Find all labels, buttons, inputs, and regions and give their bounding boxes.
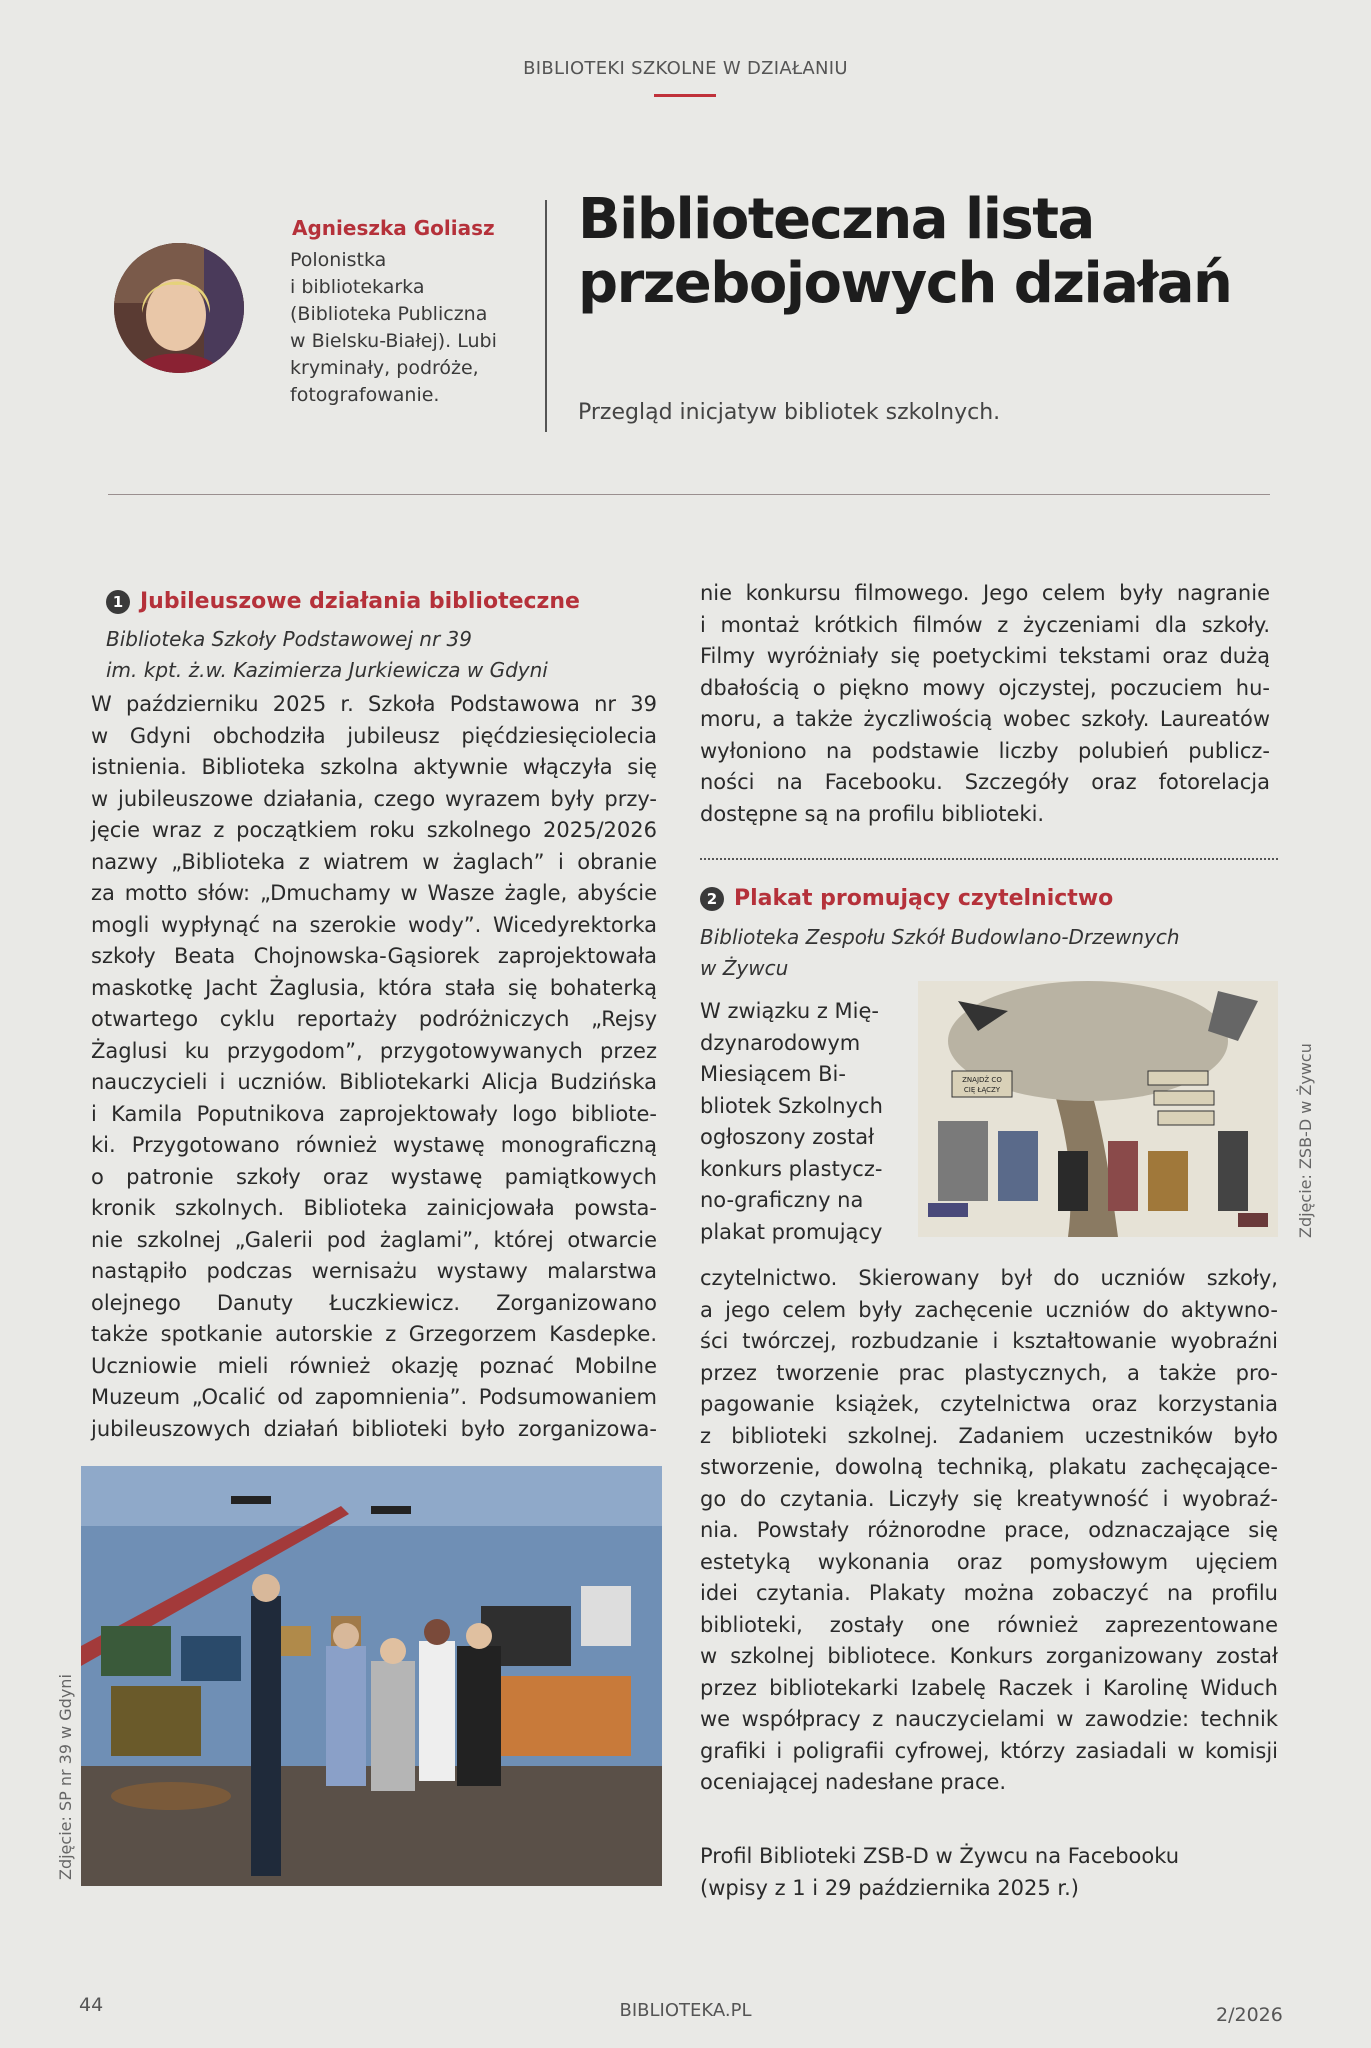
gallery-photo (81, 1466, 662, 1886)
section1-body: W październiku 2025 r. Szkoła Podstawowa nr 39 w Gdyni obchodziła jubileusz pięćdziesięciolecia istnienia. Biblioteka szkolna aktywnie włączyła się w jubileuszowe działania, czego wyrazem były przy- jęcie wraz z początkiem roku szkolnego 2025/2026 nazwy „Biblioteka z wiatrem w żaglach” i obranie za motto słów: „Dmuchamy w Wasze żagle, abyście mogli wypłynąć na szerokie wody”. Wicedyrektorka szkoły Beata Chojnowska-Gąsiorek zaprojektowała maskotkę Jacht Żaglusia, która stała się bohaterką otwartego cyklu reportaży podróżniczych „Rejsy Żaglusi ku przygodom”, przygotowywanych przez nauczycieli i uczniów. Bibliotekarki Alicja Budzińska i Kamila Poputnikova zaprojektowały logo bibliote- ki. Przygotowano również wystawę monograficzną o patronie szkoły oraz wystawę pamiątkowych kronik szkolnych. Biblioteka zainicjowała powsta- nie szkolnej „Galerii pod żaglami”, której otwarcie nastąpiło podczas wernisażu wystawy malarstwa olejnego Danuty Łuczkiewicz. Zorganizowano także spotkanie autorskie z Grzegorzem Kasdepke. Uczniowie mieli również okazję poznać Mobilne Muzeum „Ocalić od zapomnienia”. Podsumowaniem jubileuszowych działań biblioteki było zorganizowa- (91, 692, 657, 1441)
section1-body-continued: nie konkursu filmowego. Jego celem były nagranie i montaż krótkich filmów z życzeniami dla szkoły. Filmy wyróżniały się poetyckimi tekstami oraz dużą dbałością o piękno mowy ojczystej, poczuciem hu- moru, a także życzliwością wobec szkoły. Laureatów wyłoniono na podstawie liczby polubień publicz- ności na Facebooku. Szczegóły oraz fotorelacja dostępne są na profilu biblioteki. (700, 581, 1270, 826)
section-label: BIBLIOTEKI SZKOLNE W DZIAŁANIU (523, 58, 848, 79)
section2-heading: 2 Plakat promujący czytelnictwo (700, 886, 1113, 911)
header-divider (545, 200, 547, 432)
section1-number: 1 (106, 590, 130, 614)
section1-heading: 1 Jubileuszowe działania biblioteczne (106, 589, 580, 614)
section1-photo-credit: Zdjęcie: SP nr 39 w Gdyni (56, 1674, 75, 1880)
section2-source: Profil Biblioteki ZSB-D w Żywcu na Facebooku (wpisy z 1 i 29 października 2025 r.) (700, 1844, 1180, 1900)
footer-site: BIBLIOTEKA.PL (619, 2000, 752, 2021)
section2-body: czytelnictwo. Skierowany był do uczniów szkoły, a jego celem były zachęcenie uczniów do aktywno- ści twórczej, rozbudzanie i kształtowanie wyobraźni przez tworzenie prac plastycznych, a także pro- pagowanie książek, czytelnictwa oraz korzystania z biblioteki szkolnej. Zadaniem uczestników było stworzenie, dowolną techniką, plakatu zachęcające- go do czytania. Liczyły się kreatywność i wyobraź- nia. Powstały różnorodne prace, odznaczające się estetyką wykonania oraz pomysłowym ujęciem idei czytania. Plakaty można zobaczyć na profilu biblioteki, zostały one również zaprezentowane w szkolnej bibliotece. Konkurs zorganizowany został przez bibliotekarki Izabelę Raczek i Karolinę Widuch we współpracy z nauczycielami w zawodzie: technik grafiki i poligrafii cyfrowej, którzy zasiadali w komisji oceniającej nadesłane prace. (700, 1266, 1278, 1794)
section2-body-narrow: W związku z Mię- dzynarodowym Miesiącem Bi- bliotek Szkolnych ogłoszony został konkurs plastycz- no-graficzny na plakat promujący (700, 999, 883, 1244)
section2-number: 2 (700, 887, 724, 911)
section-rule (654, 94, 716, 97)
page-number: 44 (79, 1994, 104, 2016)
article-title: Biblioteczna lista przebojowych działań (578, 187, 1232, 316)
svg-text:ZNAJDŹ CO: ZNAJDŹ CO (962, 1076, 1002, 1084)
author-avatar (114, 243, 244, 373)
header-rule (108, 494, 1270, 495)
section2-library: Biblioteka Zespołu Szkół Budowlano-Drzewnych w Żywcu (700, 925, 1180, 980)
section2-photo-credit: Zdjęcie: ZSB-D w Żywcu (1296, 1043, 1315, 1238)
author-name: Agnieszka Goliasz (292, 216, 495, 240)
section-divider (700, 858, 1278, 860)
issue-number: 2/2026 (1216, 2004, 1283, 2026)
author-bio: Polonistka i bibliotekarka (Biblioteka Publiczna w Bielsku-Białej). Lubi kryminały, podróże, fotografowanie. (290, 249, 497, 406)
article-subtitle: Przegląd inicjatyw bibliotek szkolnych. (578, 400, 1001, 425)
section1-library: Biblioteka Szkoły Podstawowej nr 39 im. kpt. ż.w. Kazimierza Jurkiewicza w Gdyni (106, 627, 548, 682)
poster-image (918, 981, 1278, 1237)
svg-text:CIĘ ŁĄCZY: CIĘ ŁĄCZY (963, 1086, 1001, 1094)
